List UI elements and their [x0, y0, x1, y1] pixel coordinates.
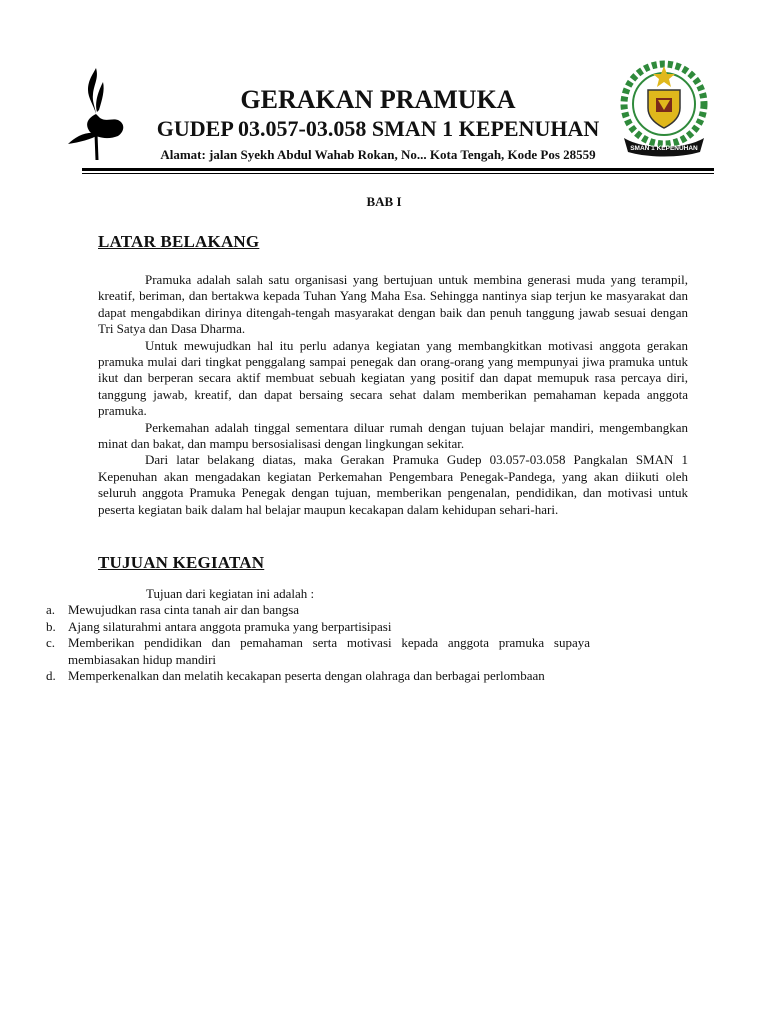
- list-item-text: Ajang silaturahmi antara anggota pramuka yang berpartisipasi: [68, 618, 392, 634]
- school-emblem-icon: [618, 58, 710, 160]
- list-item: [0, 635, 590, 668]
- tujuan-body: [46, 586, 688, 684]
- list-item: [0, 619, 590, 635]
- section-heading-tujuan-kegiatan: TUJUAN KEGIATAN: [98, 553, 265, 572]
- list-marker: c.: [46, 635, 56, 651]
- org-title: GERAKAN PRAMUKA: [240, 85, 516, 114]
- list-marker: b.: [46, 618, 56, 634]
- address-line: Alamat: jalan Syekh Abdul Wahab Rokan, No... Kota Tengah, Kode Pos 28559: [160, 147, 596, 162]
- list-item-text: Mewujudkan rasa cinta tanah air dan bangsa: [68, 602, 300, 618]
- tujuan-list: [0, 602, 590, 684]
- list-marker: a.: [46, 602, 56, 618]
- tujuan-intro: Tujuan dari kegiatan ini adalah :: [146, 586, 315, 601]
- paragraph: Perkemahan adalah tinggal sementara diluar rumah dengan tujuan belajar mandiri, mengembangkan minat dan bakat, dan mampu bersosialisasi dengan lingkungan sekitar.: [98, 419, 688, 452]
- list-item: [0, 668, 590, 684]
- paragraph: Dari latar belakang diatas, maka Gerakan Pramuka Gudep 03.057-03.058 Pangkalan SMAN 1 Kepenuhan akan mengadakan kegiatan Perkemahan Pengembara Penegak-Pandega, yang akan diikuti oleh seluruh anggota Pramuka Penegak dengan tujuan, memberikan pengenalan, pendidikan, dan motivasi untuk peserta kegiatan baik dalam hal belajar maupun kecakapan dalam kehidupan sehari-hari.: [98, 452, 688, 517]
- header-rule-thin: [82, 173, 714, 174]
- list-marker: d.: [46, 668, 56, 684]
- list-item: [0, 602, 590, 618]
- letterhead: [0, 0, 768, 175]
- list-item-text: Memperkenalkan dan melatih kecakapan peserta dengan olahraga dan berbagai perlombaan: [68, 668, 545, 684]
- latar-belakang-body: [98, 272, 688, 518]
- paragraph: Untuk mewujudkan hal itu perlu adanya kegiatan yang membangkitkan motivasi anggota gerakan pramuka mulai dari tingkat penggalang sampai penegak dan orang-orang yang mempunyai jiwa pramuka untuk ikut dan berperan secara aktif membuat sebuah kegiatan yang positif dan dapat memupuk rasa percaya diri, tanggung jawab, kreatif, dan dapat bersaing secara sehat dalam memberikan pemahaman kepada anggota pramuka.: [98, 337, 688, 419]
- header-rule-thick: [82, 168, 714, 171]
- gudep-title: GUDEP 03.057-03.058 SMAN 1 KEPENUHAN: [156, 116, 600, 141]
- emblem-ribbon-text: SMAN 1 KEPENUHAN: [630, 145, 698, 152]
- paragraph: Pramuka adalah salah satu organisasi yang bertujuan untuk membina generasi muda yang terampil, kreatif, beriman, dan bertakwa kepada Tuhan Yang Maha Esa. Sehingga nantinya siap terjun ke masyarakat dan dapat mengabdikan dirinya ditengah-tengah masyarakat dengan baik dan penuh tanggung jawab sesuai dengan Tri Satya dan Dasa Dharma.: [98, 272, 688, 337]
- list-item-text: Memberikan pendidikan dan pemahaman serta motivasi kepada anggota pramuka supaya membiasakan hidup mandiri: [68, 635, 590, 667]
- chapter-title: BAB I: [366, 194, 402, 209]
- section-heading-latar-belakang: LATAR BELAKANG: [98, 232, 260, 251]
